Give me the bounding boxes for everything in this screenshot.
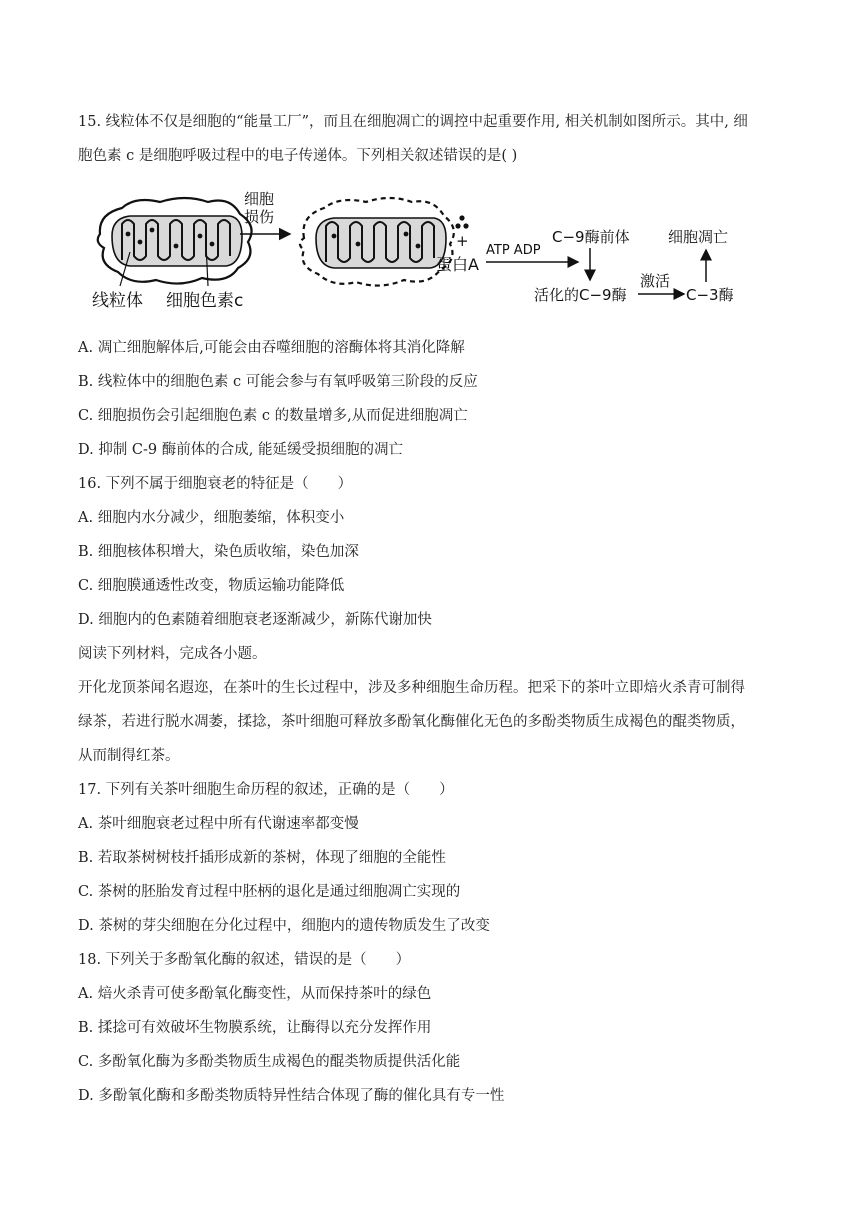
label-c3: C−3酶	[686, 286, 734, 304]
q17-option-d: D. 茶树的芽尖细胞在分化过程中，细胞内的遗传物质发生了改变	[78, 918, 490, 934]
q16-option-c: C. 细胞膜通透性改变，物质运输功能降低	[78, 578, 345, 594]
material-intro: 阅读下列材料，完成各小题。	[78, 646, 267, 662]
q15-option-a: A. 凋亡细胞解体后,可能会由吞噬细胞的溶酶体将其消化降解	[78, 340, 465, 356]
q17-option-c: C. 茶树的胚胎发育过程中胚柄的退化是通过细胞凋亡实现的	[78, 884, 461, 900]
label-c9-precursor: C−9酶前体	[552, 228, 630, 246]
q18-option-b: B. 揉捻可有效破坏生物膜系统，让酶得以充分发挥作用	[78, 1020, 432, 1036]
label-active-c9: 活化的C−9酶	[534, 286, 627, 304]
q18-option-d: D. 多酚氧化酶和多酚类物质特异性结合体现了酶的催化具有专一性	[78, 1088, 505, 1104]
released-cytochrome-c-icon	[455, 215, 468, 228]
q15-option-c: C. 细胞损伤会引起细胞色素 c 的数量增多,从而促进细胞凋亡	[78, 408, 468, 424]
q15-option-b: B. 线粒体中的细胞色素 c 可能会参与有氧呼吸第三阶段的反应	[78, 374, 478, 390]
q15-stem-line1: 15. 线粒体不仅是细胞的“能量工厂”，而且在细胞凋亡的调控中起重要作用, 相关机制如图所示。其中, 细	[78, 114, 748, 130]
material-line1: 开化龙顶茶闻名遐迩，在茶叶的生长过程中，涉及多种细胞生命历程。把采下的茶叶立即焙火杀青可制得	[78, 680, 745, 696]
q16-option-d: D. 细胞内的色素随着细胞衰老逐渐减少，新陈代谢加快	[78, 612, 432, 628]
label-protein-a: 蛋白A	[436, 255, 479, 274]
q18-stem: 18. 下列关于多酚氧化酶的叙述，错误的是（ ）	[78, 952, 411, 968]
damaged-mitochondrion-icon	[300, 198, 454, 286]
label-atp-adp: ATP ADP	[486, 243, 541, 258]
label-plus: +	[456, 232, 469, 250]
q17-stem: 17. 下列有关茶叶细胞生命历程的叙述，正确的是（ ）	[78, 782, 454, 798]
q16-option-b: B. 细胞核体积增大，染色质收缩，染色加深	[78, 544, 359, 560]
q18-option-c: C. 多酚氧化酶为多酚类物质生成褐色的醌类物质提供活化能	[78, 1054, 461, 1070]
label-cytochrome-c: 细胞色素c	[166, 291, 244, 311]
material-line3: 从而制得红茶。	[78, 748, 180, 764]
label-activate: 激活	[640, 272, 671, 290]
apoptosis-mechanism-figure	[90, 186, 750, 318]
q17-option-a: A. 茶叶细胞衰老过程中所有代谢速率都变慢	[78, 816, 359, 832]
label-apoptosis: 细胞凋亡	[668, 228, 729, 246]
label-mitochondrion: 线粒体	[92, 291, 143, 311]
q17-option-b: B. 若取茶树树枝扦插形成新的茶树，体现了细胞的全能性	[78, 850, 446, 866]
label-cell-damage-1: 细胞	[244, 190, 275, 208]
intact-mitochondrion-icon	[98, 198, 252, 284]
q15-option-d: D. 抑制 C-9 酶前体的合成, 能延缓受损细胞的凋亡	[78, 442, 403, 458]
q18-option-a: A. 焙火杀青可使多酚氧化酶变性，从而保持茶叶的绿色	[78, 986, 432, 1002]
q15-stem-line2: 胞色素 c 是细胞呼吸过程中的电子传递体。下列相关叙述错误的是( )	[78, 148, 518, 164]
material-line2: 绿茶，若进行脱水凋萎，揉捻，茶叶细胞可释放多酚氧化酶催化无色的多酚类物质生成褐色的醌类物质，	[78, 714, 745, 730]
q16-stem: 16. 下列不属于细胞衰老的特征是（ ）	[78, 476, 353, 492]
q16-option-a: A. 细胞内水分减少，细胞萎缩，体积变小	[78, 510, 345, 526]
label-cell-damage-2: 损伤	[244, 208, 275, 226]
